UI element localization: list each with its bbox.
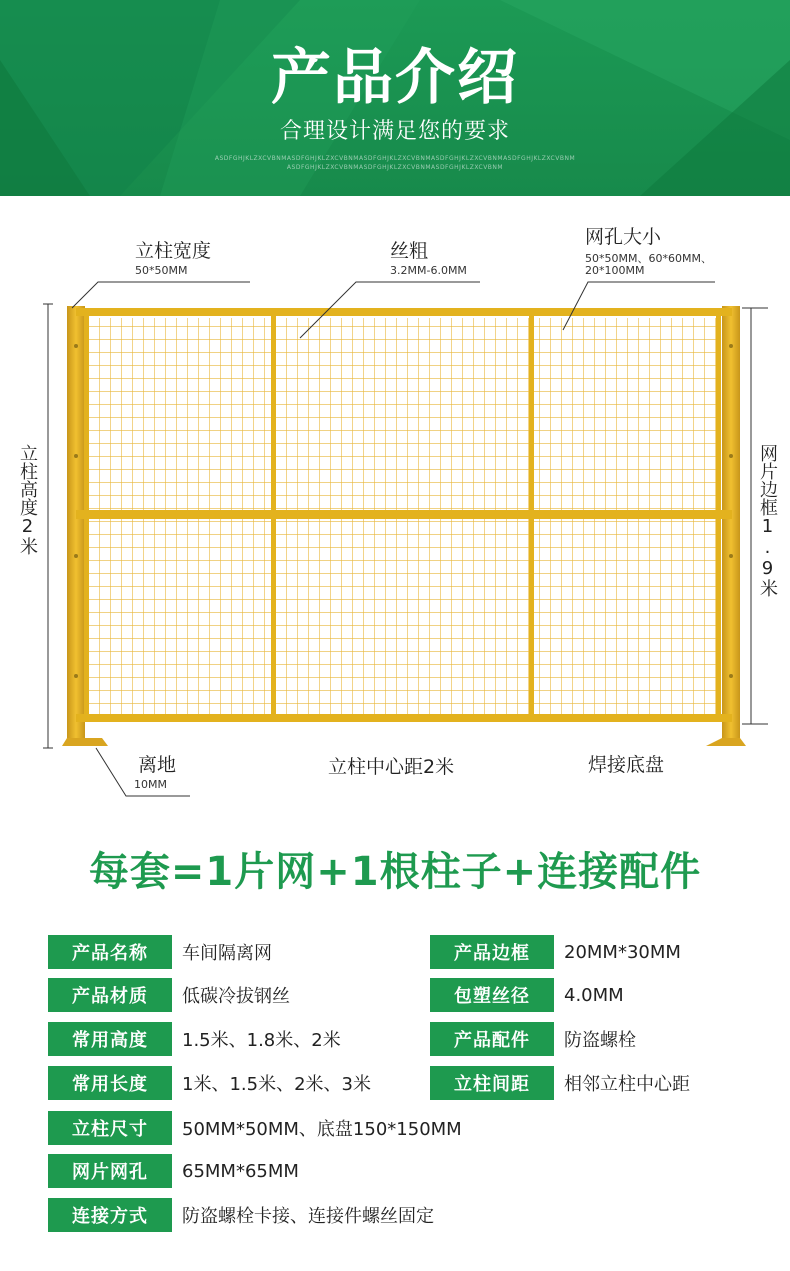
spec-label: 立柱尺寸	[48, 1111, 172, 1145]
spec-row	[48, 1022, 341, 1056]
package-headline: 每套=1片网+1根柱子+连接配件	[88, 849, 702, 895]
spec-label: 产品配件	[430, 1022, 554, 1056]
spec-value: 防盗螺栓	[564, 1030, 636, 1051]
fence-diagram	[0, 196, 790, 806]
spec-label: 网片网孔	[48, 1154, 172, 1188]
spec-row	[430, 935, 681, 969]
spec-value: 低碳冷拔钢丝	[182, 986, 290, 1007]
wire-thickness-value: 3.2MM-6.0MM	[390, 264, 467, 277]
mesh-size-value-1: 50*50MM、60*60MM、	[585, 252, 712, 265]
page-title: 产品介绍	[271, 43, 519, 113]
banner-decorative-text-2: ASDFGHJKLZXCVBNMASDFGHJKLZXCVBNMASDFGHJKLZXCVBNM	[286, 164, 504, 171]
post-width-value: 50*50MM	[135, 264, 188, 277]
vertical-divider-2	[529, 314, 534, 718]
header-banner	[0, 0, 790, 196]
post-height-label: 立柱高度2米	[17, 444, 38, 555]
spec-label: 包塑丝径	[430, 978, 554, 1012]
spec-value: 50MM*50MM、底盘150*150MM	[182, 1119, 462, 1140]
spec-value: 65MM*65MM	[182, 1160, 299, 1182]
spec-value: 车间隔离网	[182, 943, 272, 964]
page-subtitle: 合理设计满足您的要求	[279, 119, 510, 144]
spec-value: 20MM*30MM	[564, 941, 681, 963]
banner-decorative-text-1: ASDFGHJKLZXCVBNMASDFGHJKLZXCVBNMASDFGHJKLZXCVBNMASDFGHJKLZXCVBNMASDFGHJKLZXCVBNM	[214, 155, 576, 162]
middle-rail	[76, 510, 732, 519]
left-post	[67, 306, 85, 746]
vertical-divider-1	[271, 314, 276, 718]
fence-illustration	[0, 196, 790, 806]
spec-row	[430, 1066, 690, 1100]
spec-label: 产品材质	[48, 978, 172, 1012]
spec-label: 立柱间距	[430, 1066, 554, 1100]
spec-row	[48, 1066, 371, 1100]
top-rail	[76, 308, 732, 316]
spec-row	[430, 978, 624, 1012]
post-spacing-label: 立柱中心距2米	[328, 756, 455, 778]
mesh-size-label: 网孔大小	[585, 226, 662, 248]
spec-label: 常用长度	[48, 1066, 172, 1100]
spec-value: 4.0MM	[564, 984, 624, 1006]
welded-base-label: 焊接底盘	[588, 754, 665, 776]
spec-value: 相邻立柱中心距	[564, 1074, 690, 1095]
spec-row	[48, 1154, 299, 1188]
spec-row	[48, 935, 272, 969]
wire-thickness-label: 丝粗	[390, 240, 429, 262]
spec-row	[48, 1111, 462, 1145]
post-width-label: 立柱宽度	[135, 240, 212, 262]
ground-clearance-value: 10MM	[134, 778, 167, 791]
spec-value: 防盗螺栓卡接、连接件螺丝固定	[182, 1206, 434, 1227]
spec-row	[430, 1022, 636, 1056]
bottom-rail	[76, 714, 732, 722]
ground-clearance-label: 离地	[138, 754, 177, 776]
right-post	[722, 306, 740, 746]
spec-row	[48, 1198, 434, 1232]
spec-row	[48, 978, 290, 1012]
spec-value: 1.5米、1.8米、2米	[182, 1030, 341, 1051]
spec-label: 常用高度	[48, 1022, 172, 1056]
mesh-size-value-2: 20*100MM	[585, 264, 645, 277]
frame-height-label: 网片边框1.9米	[757, 444, 778, 597]
spec-value: 1米、1.5米、2米、3米	[182, 1074, 371, 1095]
spec-label: 产品名称	[48, 935, 172, 969]
spec-label: 连接方式	[48, 1198, 172, 1232]
spec-label: 产品边框	[430, 935, 554, 969]
